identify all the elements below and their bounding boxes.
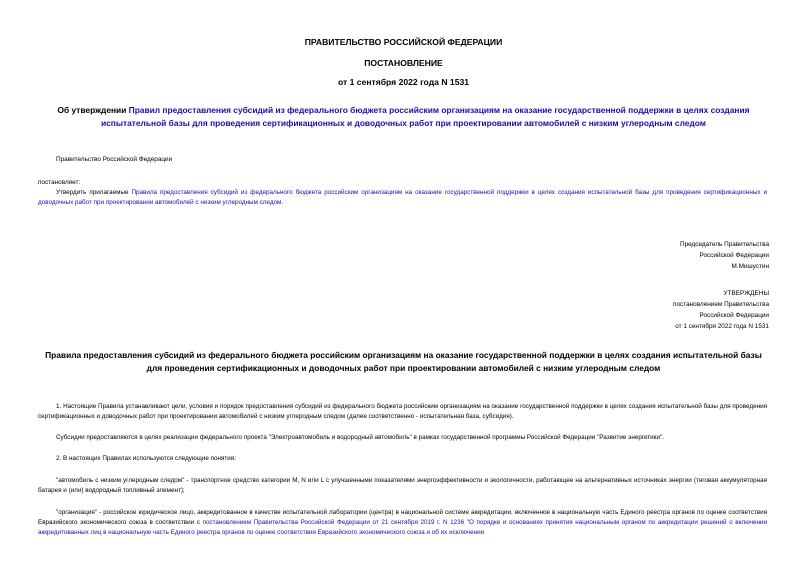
approved-by: постановлением Правительства [673, 301, 769, 308]
approve-suffix: . [281, 199, 284, 206]
resolves-line: постановляет: [38, 179, 81, 186]
government-line: Правительство Российской Федерации [56, 156, 173, 163]
approve-paragraph [38, 188, 767, 208]
approve-prefix: Утвердить прилагаемые [56, 189, 132, 196]
paragraph-1: 1. Настоящие Правила устанавливают цели, условия и порядок предоставления субсидий из федерального бюджета российским организациям на оказание государственной поддержки в целях создания испытательной базы для проведения сертификационных и доводочных работ при проектировании автомобилей с низким углеродным следом (далее соответственно - испытательная база, субсидия). [38, 403, 767, 420]
rules-title: Правила предоставления субсидий из федерального бюджета российским организациям на оказание государственной поддержки в целях создания испытательной базы для проведения сертификационных и доводочных работ при проектировании автомобилей с низким углеродным следом [45, 350, 762, 373]
paragraph-2: Субсидии предоставляются в целях реализации федерального проекта "Электроавтомобиль и водородный автомобиль" в рамках государственной программы Российской Федерации "Развитие энергетики". [56, 434, 664, 441]
signature-position: Председатель Правительства [680, 241, 769, 248]
approved-country: Российской Федерации [699, 312, 769, 319]
title-rules-link[interactable]: Правил предоставления субсидий из федерального бюджета российским организациям на оказание государственной поддержки в целях создания испытательной базы для проведения сертификационных и доводочных работ при проектировании автомобилей с низким углеродным следом [101, 105, 750, 128]
signature-block [680, 239, 769, 272]
title-prefix: Об утверждении [57, 105, 129, 115]
document-title [40, 104, 767, 130]
paragraph-4: "автомобиль с низким углеродным следом" - транспортное средство категории M, N или L с улучшенными показателями энергоэффективности и экологичности, работающее на альтернативных источниках энергии (тяговая аккумуляторная батарея и (или) водородный топливный элемент); [38, 477, 767, 494]
government-heading: ПРАВИТЕЛЬСТВО РОССИЙСКОЙ ФЕДЕРАЦИИ [304, 37, 503, 47]
paragraph-5-prefix: "организация" - российское юридическое лицо, аккредитованное в качестве испытательной лаборатории (центра) в национальной системе аккредитации, включенное в национальную часть Единого реестра органов по оценке соответствия Евразийского экономического союза в соответствии с [38, 509, 767, 526]
date-number-heading: от 1 сентября 2022 года N 1531 [337, 77, 470, 87]
approve-rules-link[interactable]: Правила предоставления субсидий из федерального бюджета российским организациям на оказание государственной поддержки в целях создания испытательной базы для проведения сертификационных и доводочных работ при проектировании автомобилей с низким углеродным следом [38, 189, 768, 206]
approved-date: от 1 сентября 2022 года N 1531 [675, 323, 769, 330]
paragraph-5 [38, 508, 767, 538]
resolution-1236-link[interactable]: постановлением Правительства Российской Федерации от 21 сентября 2019 г. N 1236 "О порядке и основаниях принятия национальным органом по аккредитации решений о включении аккредитованных лиц в национальную часть Единого реестра органов по оценке соответствия Евразийского экономического союза и об их исключении [38, 519, 767, 536]
doc-type-heading: ПОСТАНОВЛЕНИЕ [364, 58, 443, 68]
signature-country: Российской Федерации [699, 252, 769, 259]
paragraph-3: 2. В настоящих Правилах используются следующие понятия: [56, 455, 236, 462]
signature-name: М.Мишустин [731, 263, 769, 270]
approved-label: УТВЕРЖДЕНЫ [723, 290, 769, 297]
approved-block [673, 288, 769, 332]
